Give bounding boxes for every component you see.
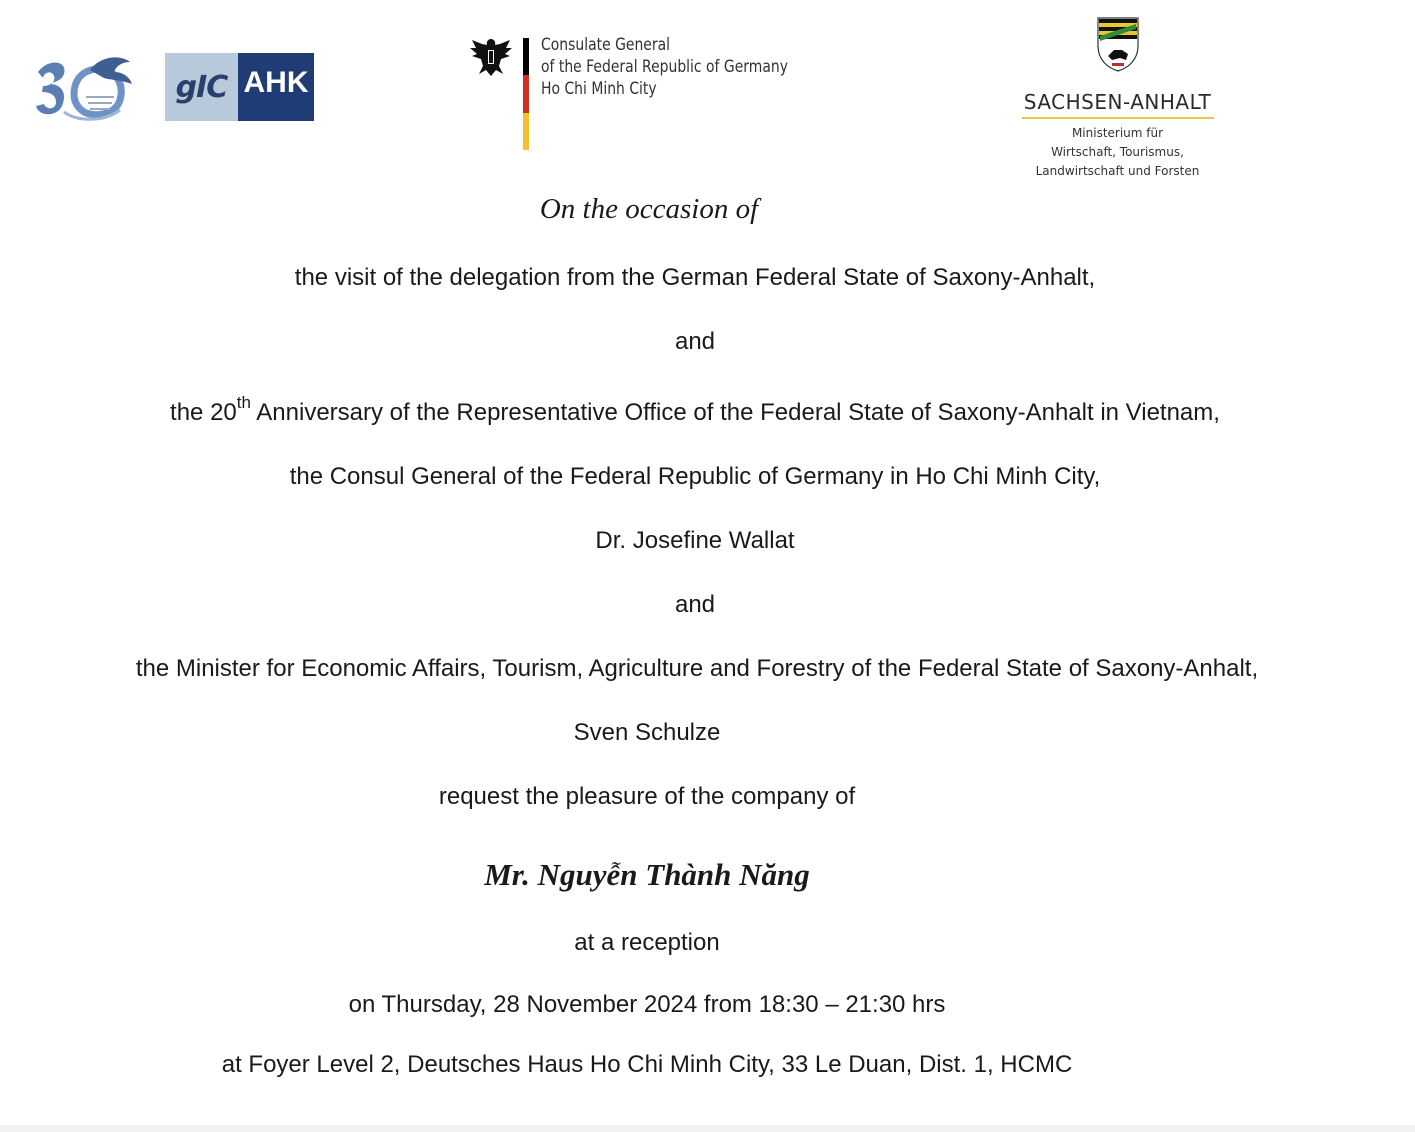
consulate-name xyxy=(541,34,788,100)
dragon-30-icon xyxy=(34,52,134,124)
bottom-edge xyxy=(0,1125,1415,1132)
consulate-general-logo xyxy=(468,32,828,154)
sachsen-anhalt-logo xyxy=(1010,14,1225,178)
request-line: request the pleasure of the company of xyxy=(438,783,856,810)
consulate-line: Ho Chi Minh City xyxy=(541,79,657,99)
reception-line: at a reception xyxy=(574,929,720,956)
ministry-line: Wirtschaft, Tourismus, xyxy=(1051,145,1184,159)
minister-title-line: the Minister for Economic Affairs, Tourism, Agriculture and Forestry of the Federal State of Saxony-Anhalt, xyxy=(135,655,1259,682)
anniversary-line xyxy=(0,393,1390,427)
venue-line: at Foyer Level 2, Deutsches Haus Ho Chi Minh City, 33 Le Duan, Dist. 1, HCMC xyxy=(221,1051,1073,1078)
sachsen-anhalt-crest-icon xyxy=(1096,16,1140,72)
german-flag-bar xyxy=(523,38,529,150)
consulate-line: Consulate General xyxy=(541,35,671,55)
ahk-mark: AHK xyxy=(238,53,314,121)
and-line: and xyxy=(674,591,716,618)
anniversary-30-logo xyxy=(34,52,134,124)
consulate-line: of the Federal Republic of Germany xyxy=(541,57,788,77)
guest-name: Mr. Nguyễn Thành Năng xyxy=(484,857,810,892)
ministry-name xyxy=(1010,124,1225,181)
occasion-heading: On the occasion of xyxy=(539,193,759,225)
divider xyxy=(1022,117,1214,119)
visit-line: the visit of the delegation from the German Federal State of Saxony-Anhalt, xyxy=(294,264,1096,291)
consul-name-line: Dr. Josefine Wallat xyxy=(595,527,795,554)
ministry-line: Ministerium für xyxy=(1071,126,1164,140)
gic-mark: gIC xyxy=(165,53,238,121)
anniversary-prefix: the 20 xyxy=(170,399,237,426)
date-line: on Thursday, 28 November 2024 from 18:30 – 21:30 hrs xyxy=(348,991,946,1018)
sachsen-anhalt-name: SACHSEN-ANHALT xyxy=(1023,90,1212,114)
minister-name-line: Sven Schulze xyxy=(573,719,721,746)
ministry-line: Landwirtschaft und Forsten xyxy=(1035,164,1200,178)
consul-title-line: the Consul General of the Federal Republic of Germany in Ho Chi Minh City, xyxy=(289,463,1101,490)
ordinal-suffix: th xyxy=(236,393,251,412)
and-line: and xyxy=(674,328,716,355)
gic-ahk-logo xyxy=(165,53,314,121)
anniversary-rest: Anniversary of the Representative Office of the Federal State of Saxony-Anhalt in Vietnam, xyxy=(250,399,1220,426)
federal-eagle-icon xyxy=(468,36,514,78)
